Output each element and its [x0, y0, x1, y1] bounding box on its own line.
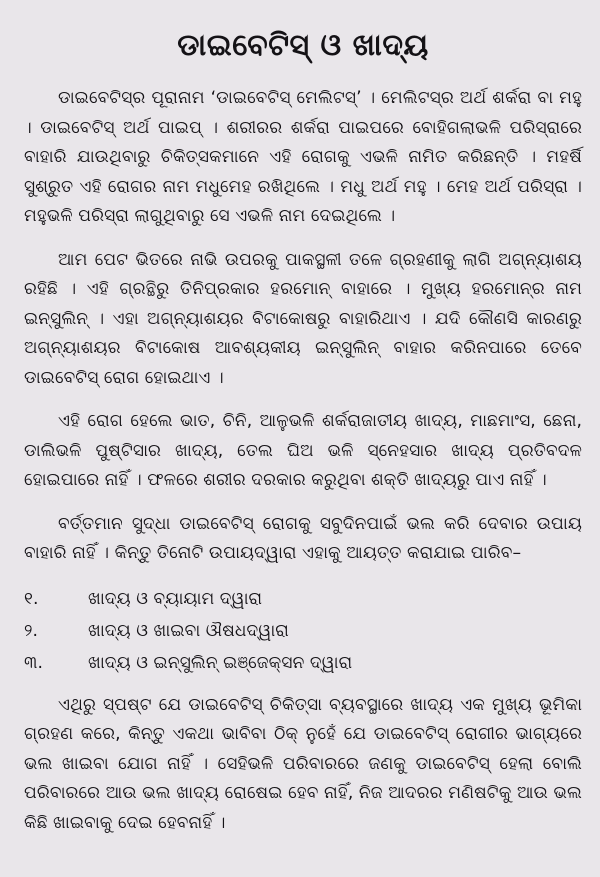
paragraph-4 [24, 510, 582, 569]
page-title: ଡାଇବେଟିସ୍ ଓ ଖାଦ୍ୟ [177, 28, 429, 63]
closing-paragraph [24, 691, 582, 839]
paragraph-3 [24, 407, 582, 496]
paragraph-1 [24, 84, 582, 232]
list-item [24, 583, 582, 615]
paragraph-text: ଏଥିରୁ ସ୍ପଷ୍ଟ ଯେ ଡାଇବେଟିସ୍ ଚିକିତ୍ସା ବ୍ୟବସ୍ଥାରେ ଖାଦ୍ୟ ଏକ ମୁଖ୍ୟ ଭୂମିକା ଗ୍ରହଣ କରେ, କିନ୍ତୁ ଏକଥା ଭାବିବା ଠିକ୍ ନୁହେଁ ଯେ ଡାଇବେଟିସ୍ ରୋଗୀର ଭାଗ୍ୟରେ ଭଲ ଖାଇବା ଯୋଗ ନାହିଁ । ସେହିଭଳି ପରିବାରରେ ଜଣକୁ ଡାଇବେଟିସ୍ ହେଲା ବୋଲି ପରିବାରରେ ଆଉ ଭଲ ଖାଦ୍ୟ ରୋଷେଇ ହେବ ନାହିଁ, ନିଜ ଆଦରର ମଣିଷଟିକୁ ଆଉ ଭଲ କିଛି ଖାଇବାକୁ ଦେଇ ହେବନାହିଁ । [24, 694, 582, 833]
list-number: ୧. [24, 588, 39, 609]
paragraph-text: ଡାଇବେଟିସ୍‌ର ପୂରାନାମ ‘ଡାଇବେଟିସ୍ ମେଲିଟସ୍’ । ମେଲିଟସ୍‌ର ଅର୍ଥ ଶର୍କରା ବା ମହୁ । ଡାଇବେଟିସ୍ ଅର୍ଥ ପାଇପ୍ । ଶରୀରର ଶର୍କରା ପାଇପରେ ବୋହିଗଲାଭଳି ପରିସ୍ରାରେ ବାହାରି ଯାଉଥିବାରୁ ଚିକିତ୍ସକମାନେ ଏହି ରୋଗକୁ ଏଭଳି ନାମିତ କରିଛନ୍ତି । ମହର୍ଷି ସୁଶ୍ରୁତ ଏହି ରୋଗର ନାମ ମଧୁମେହ ରଖିଥିଲେ । ମଧୁ ଅର୍ଥ ମହୁ । ମେହ ଅର୍ଥ ପରିସ୍ରା । ମହୁଭଳି ପରିସ୍ରା ଲାଗୁଥିବାରୁ ସେ ଏଭଳି ନାମ ଦେଇଥିଲେ । [24, 88, 582, 226]
list-item [24, 615, 582, 647]
paragraph-text: ବର୍ତ୍ତମାନ ସୁଦ୍ଧା ଡାଇବେଟିସ୍ ରୋଗକୁ ସବୁଦିନପାଇଁ ଭଲ କରି ଦେବାର ଉପାୟ ବାହାରି ନାହିଁ । କିନ୍ତୁ ତିନୋଟି ଉପାୟଦ୍ୱାରା ଏହାକୁ ଆୟତ୍ତ କରାଯାଇ ପାରିବ– [24, 513, 582, 563]
paragraph-2 [24, 246, 582, 394]
list-number: ୩. [24, 652, 43, 673]
list-number: ୨. [24, 620, 39, 641]
paragraph-text: ଆମ ପେଟ ଭିତରେ ନାଭି ଉପରକୁ ପାକସ୍ଥଳୀ ତଳେ ଗ୍ରହଣୀକୁ ଲାଗି ଅଗ୍ନ୍ୟାଶୟ ରହିଛି । ଏହି ଗ୍ରନ୍ଥିରୁ ତିନିପ୍ରକାର ହରମୋନ୍ ବାହାରେ । ମୁଖ୍ୟ ହରମୋନ୍‌ର ନାମ ଇନ୍‌ସୁଲିନ୍ । ଏହା ଅଗ୍ନ୍ୟାଶୟର ବିଟାକୋଷରୁ ବାହାରିଥାଏ । ଯଦି କୌଣସି କାରଣରୁ ଅଗ୍ନ୍ୟାଶୟର ବିଟାକୋଷ ଆବଶ୍ୟକୀୟ ଇନ୍‌ସୁଲିନ୍ ବାହାର କରିନପାରେ ତେବେ ଡାଇବେଟିସ୍ ରୋଗ ହୋଇଥାଏ । [24, 249, 582, 388]
list-text: ଖାଦ୍ୟ ଓ ଇନ୍‌ସୁଲିନ୍ ଇଞ୍ଜେକ୍‌ସନ ଦ୍ୱାରା [88, 652, 353, 673]
list-text: ଖାଦ୍ୟ ଓ ବ୍ୟାୟାମ ଦ୍ୱାରା [88, 588, 263, 609]
paragraph-text: ଏହି ରୋଗ ହେଲେ ଭାତ, ଚିନି, ଆଳୁଭଳି ଶର୍କରାଜାତୀୟ ଖାଦ୍ୟ, ମାଛମାଂସ, ଛେନା, ଡାଲିଭଳି ପୁଷ୍ଟିସାର ଖାଦ୍ୟ, ତେଲ ଘିଅ ଭଳି ସ୍ନେହସାର ଖାଦ୍ୟ ପ୍ରତିବଦଳ ହୋଇପାରେ ନାହିଁ । ଫଳରେ ଶରୀର ଦରକାର କରୁଥିବା ଶକ୍ତି ଖାଦ୍ୟରୁ ପାଏ ନାହିଁ । [24, 411, 582, 490]
list-item [24, 647, 582, 679]
method-list [24, 583, 582, 679]
list-text: ଖାଦ୍ୟ ଓ ଖାଇବା ଔଷଧଦ୍ୱାରା [88, 620, 289, 641]
